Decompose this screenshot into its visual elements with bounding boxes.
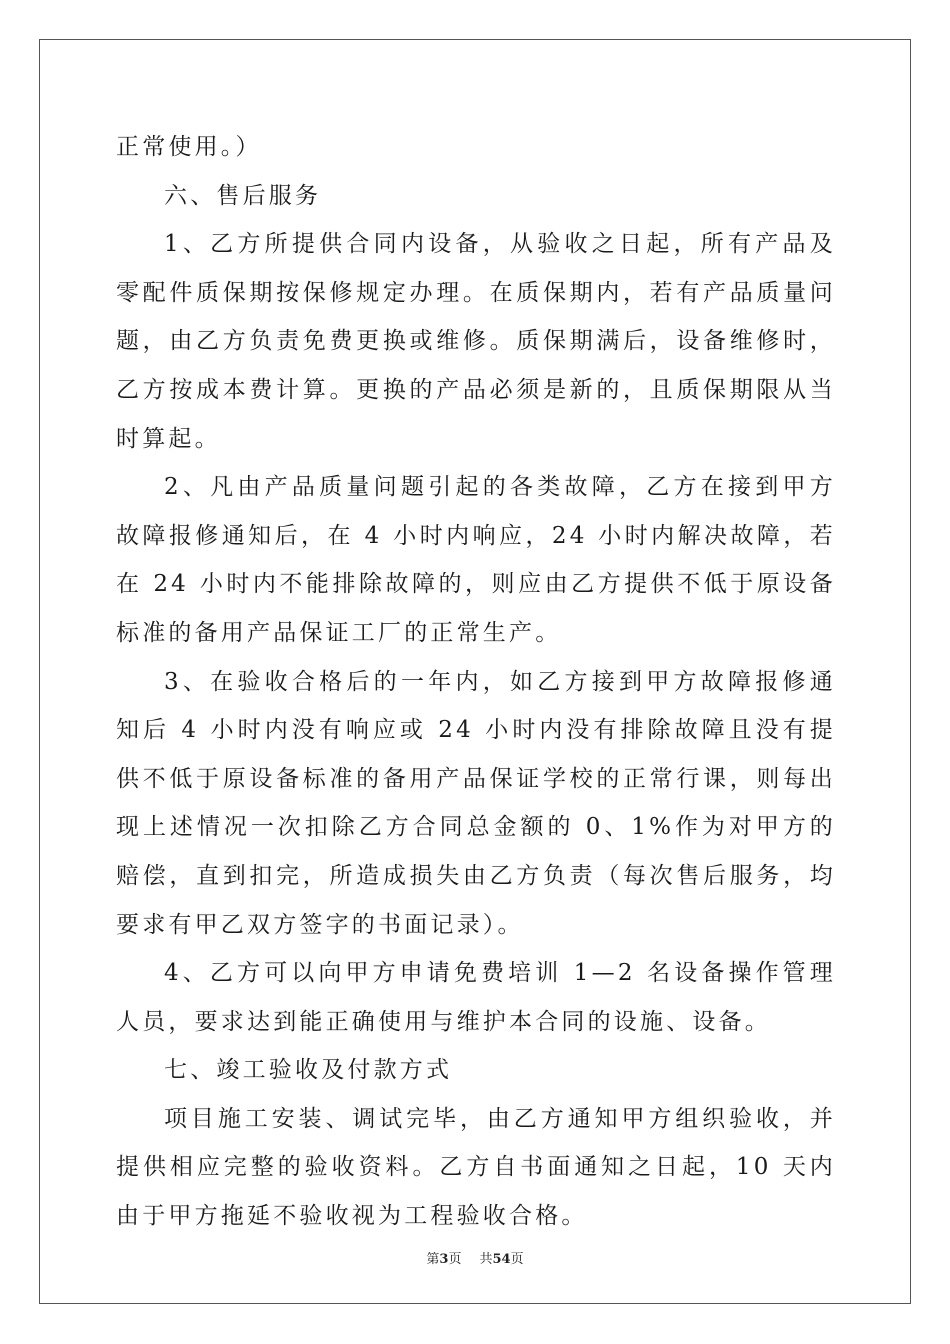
document-body (116, 123, 836, 1241)
page-number: 3 (439, 1252, 449, 1267)
section-heading-acceptance-payment: 七、竣工验收及付款方式 (164, 1057, 453, 1084)
total-suffix: 页 (510, 1252, 524, 1267)
total-prefix: 共 (479, 1252, 493, 1267)
paragraph-acceptance: 项目施工安装、调试完毕，由乙方通知甲方组织验收，并提供相应完整的验收资料。乙方自书面通知之日起，10 天内由于甲方拖延不验收视为工程验收合格。 (116, 1105, 836, 1230)
paragraph-clause-1: 1、乙方所提供合同内设备，从验收之日起，所有产品及零配件质保期按保修规定办理。在质保期内，若有产品质量问题，由乙方负责免费更换或维修。质保期满后，设备维修时，乙方按成本费计算。更换的产品必须是新的，且质保期限从当时算起。 (116, 231, 836, 452)
paragraph-continuation: 正常使用。） (116, 134, 262, 160)
paragraph-clause-4: 4、乙方可以向甲方申请免费培训 1—2 名设备操作管理人员，要求达到能正确使用与维护本合同的设施、设备。 (116, 960, 836, 1035)
paragraph-clause-3: 3、在验收合格后的一年内，如乙方接到甲方故障报修通知后 4 小时内没有响应或 24 小时内没有排除故障且没有提供不低于原设备标准的备用产品保证学校的正常行课，则每出现上述情况一次扣除乙方合同总金额的 0、1%作为对甲方的赔偿，直到扣完，所造成损失由乙方负责（每次售后服务，均要求有甲乙双方签字的书面记录）。 (116, 668, 836, 938)
page-footer (0, 1248, 950, 1267)
total-pages: 54 (492, 1252, 511, 1267)
paragraph-clause-2: 2、凡由产品质量问题引起的各类故障，乙方在接到甲方故障报修通知后，在 4 小时内响应，24 小时内解决故障，若在 24 小时内不能排除故障的，则应由乙方提供不低于原设备标准的备用产品保证工厂的正常生产。 (116, 474, 836, 646)
page-prefix: 第 (426, 1252, 440, 1267)
page-suffix: 页 (448, 1252, 462, 1267)
section-heading-after-sales: 六、售后服务 (164, 182, 322, 209)
